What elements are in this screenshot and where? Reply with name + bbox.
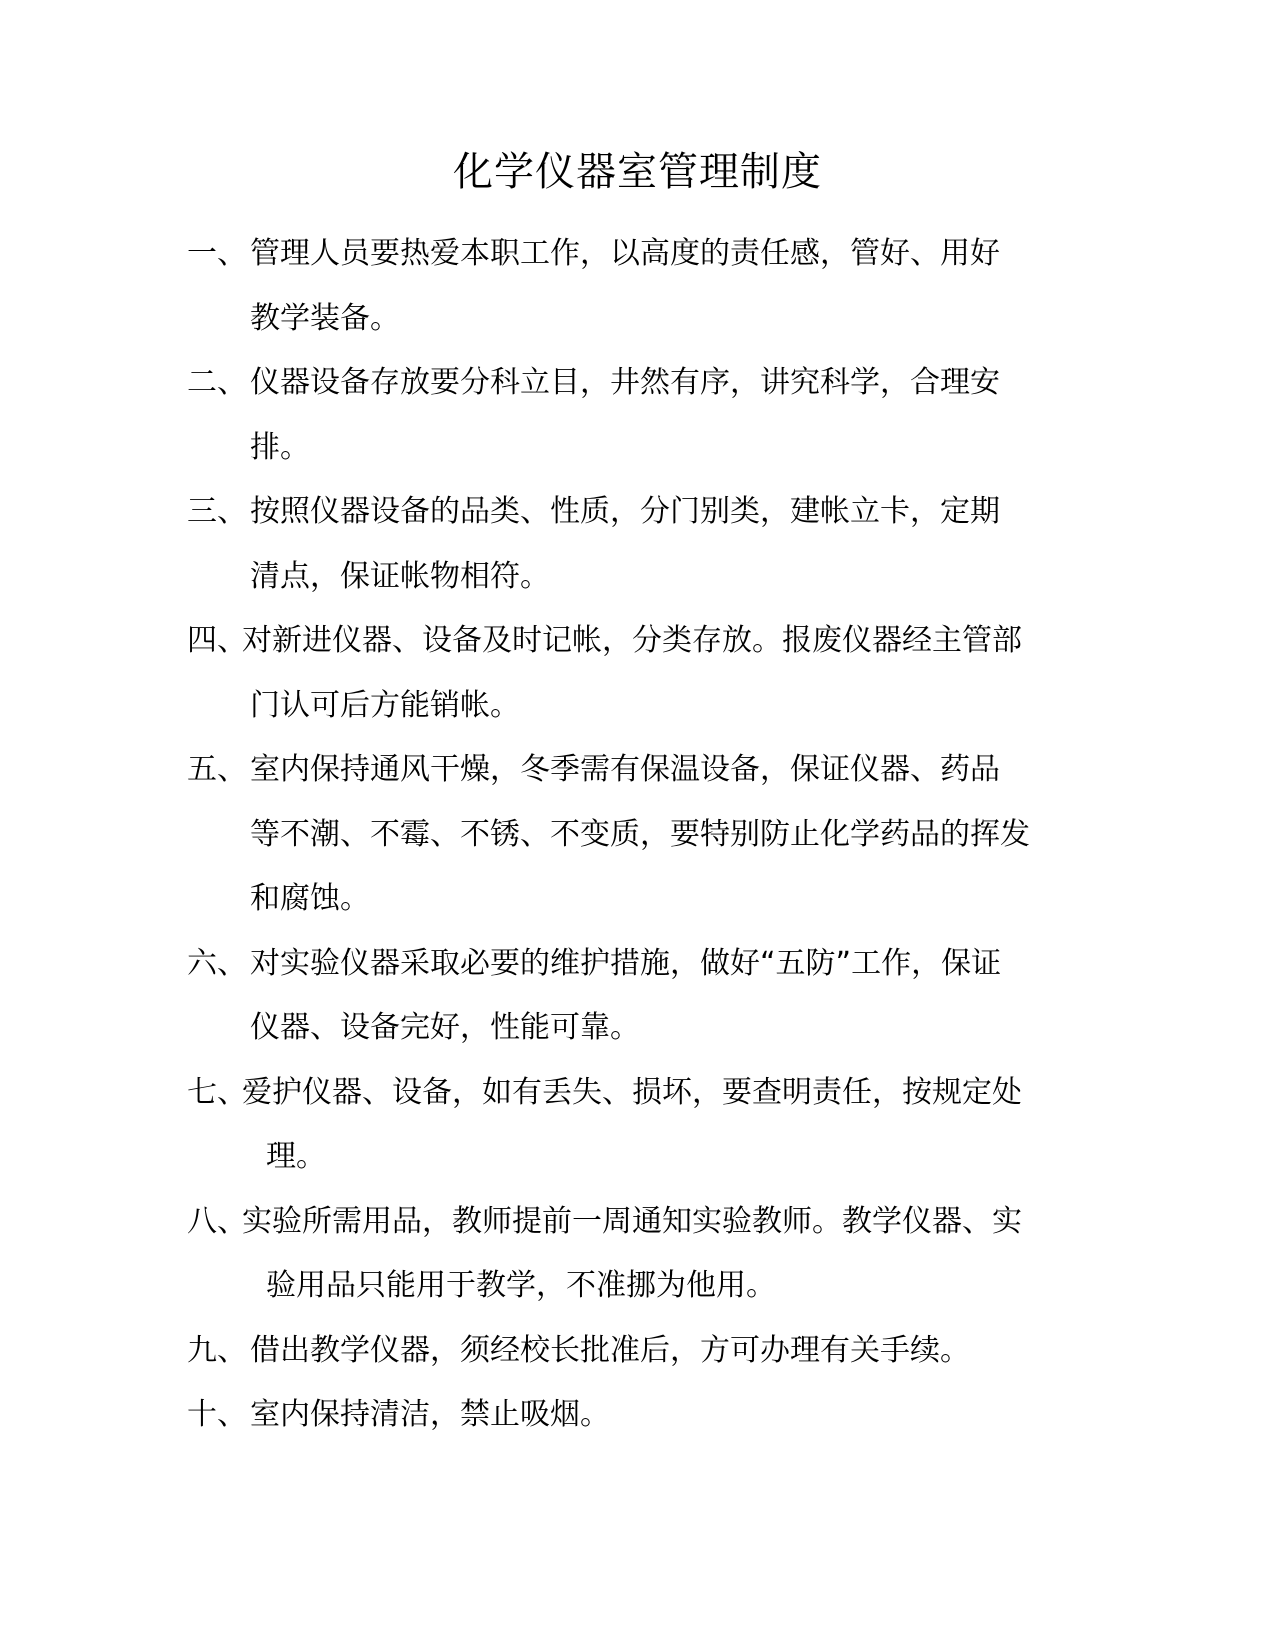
rule-item-2 xyxy=(187,351,1087,480)
rule-item-7 xyxy=(187,1061,1087,1190)
rule-number: 八、 xyxy=(187,1203,247,1239)
rule-number: 四、 xyxy=(187,623,247,658)
rule-text-line: 门认可后方能销帐。 xyxy=(250,687,520,723)
rule-text-line: 理。 xyxy=(266,1139,326,1174)
rule-item-1 xyxy=(187,222,1087,351)
rule-number: 三、 xyxy=(187,494,247,529)
rule-text-line: 清点，保证帐物相符。 xyxy=(250,558,550,594)
rule-text-line: 排。 xyxy=(250,429,310,465)
rule-text-line: 实验所需用品，教师提前一周通知实验教师。教学仪器、实 xyxy=(242,1203,1022,1239)
rule-number: 七、 xyxy=(187,1074,247,1110)
rule-number: 一、 xyxy=(187,236,247,271)
rule-item-9 xyxy=(187,1319,1087,1384)
rule-item-4 xyxy=(187,609,1087,738)
rule-text-line: 按照仪器设备的品类、性质，分门别类，建帐立卡，定期 xyxy=(250,494,1000,529)
rules-list xyxy=(187,222,1087,1448)
rule-text-line: 借出教学仪器，须经校长批准后，方可办理有关手续。 xyxy=(250,1332,970,1368)
rule-text-line: 和腐蚀。 xyxy=(250,881,370,916)
rule-number: 二、 xyxy=(187,365,247,400)
rule-text-line: 对实验仪器采取必要的维护措施，做好“五防”工作，保证 xyxy=(250,945,1002,981)
rule-text-line: 室内保持清洁，禁止吸烟。 xyxy=(250,1397,610,1432)
rule-item-10 xyxy=(187,1383,1087,1448)
page-title: 化学仪器室管理制度 xyxy=(453,149,822,195)
rule-text-line: 对新进仪器、设备及时记帐，分类存放。报废仪器经主管部 xyxy=(242,623,1022,658)
rule-item-8 xyxy=(187,1190,1087,1319)
rule-text-line: 爱护仪器、设备，如有丢失、损坏，要查明责任，按规定处 xyxy=(242,1074,1022,1110)
rule-text-line: 仪器设备存放要分科立目，井然有序，讲究科学，合理安 xyxy=(250,365,1000,400)
rule-number: 六、 xyxy=(187,945,247,981)
rule-text-line: 教学装备。 xyxy=(250,300,400,336)
rule-item-3 xyxy=(187,480,1087,609)
rule-number: 九、 xyxy=(187,1332,247,1368)
rule-text-line: 仪器、设备完好，性能可靠。 xyxy=(250,1010,640,1045)
rule-text-line: 验用品只能用于教学，不准挪为他用。 xyxy=(266,1268,776,1303)
rule-item-6 xyxy=(187,932,1087,1061)
rule-text-line: 室内保持通风干燥，冬季需有保温设备，保证仪器、药品 xyxy=(250,752,1000,787)
rule-text-line: 等不潮、不霉、不锈、不变质，要特别防止化学药品的挥发 xyxy=(250,816,1030,852)
rule-item-5 xyxy=(187,738,1087,932)
rule-number: 五、 xyxy=(187,752,247,787)
rule-text-line: 管理人员要热爱本职工作，以高度的责任感，管好、用好 xyxy=(250,236,1000,271)
rule-number: 十、 xyxy=(187,1397,247,1432)
